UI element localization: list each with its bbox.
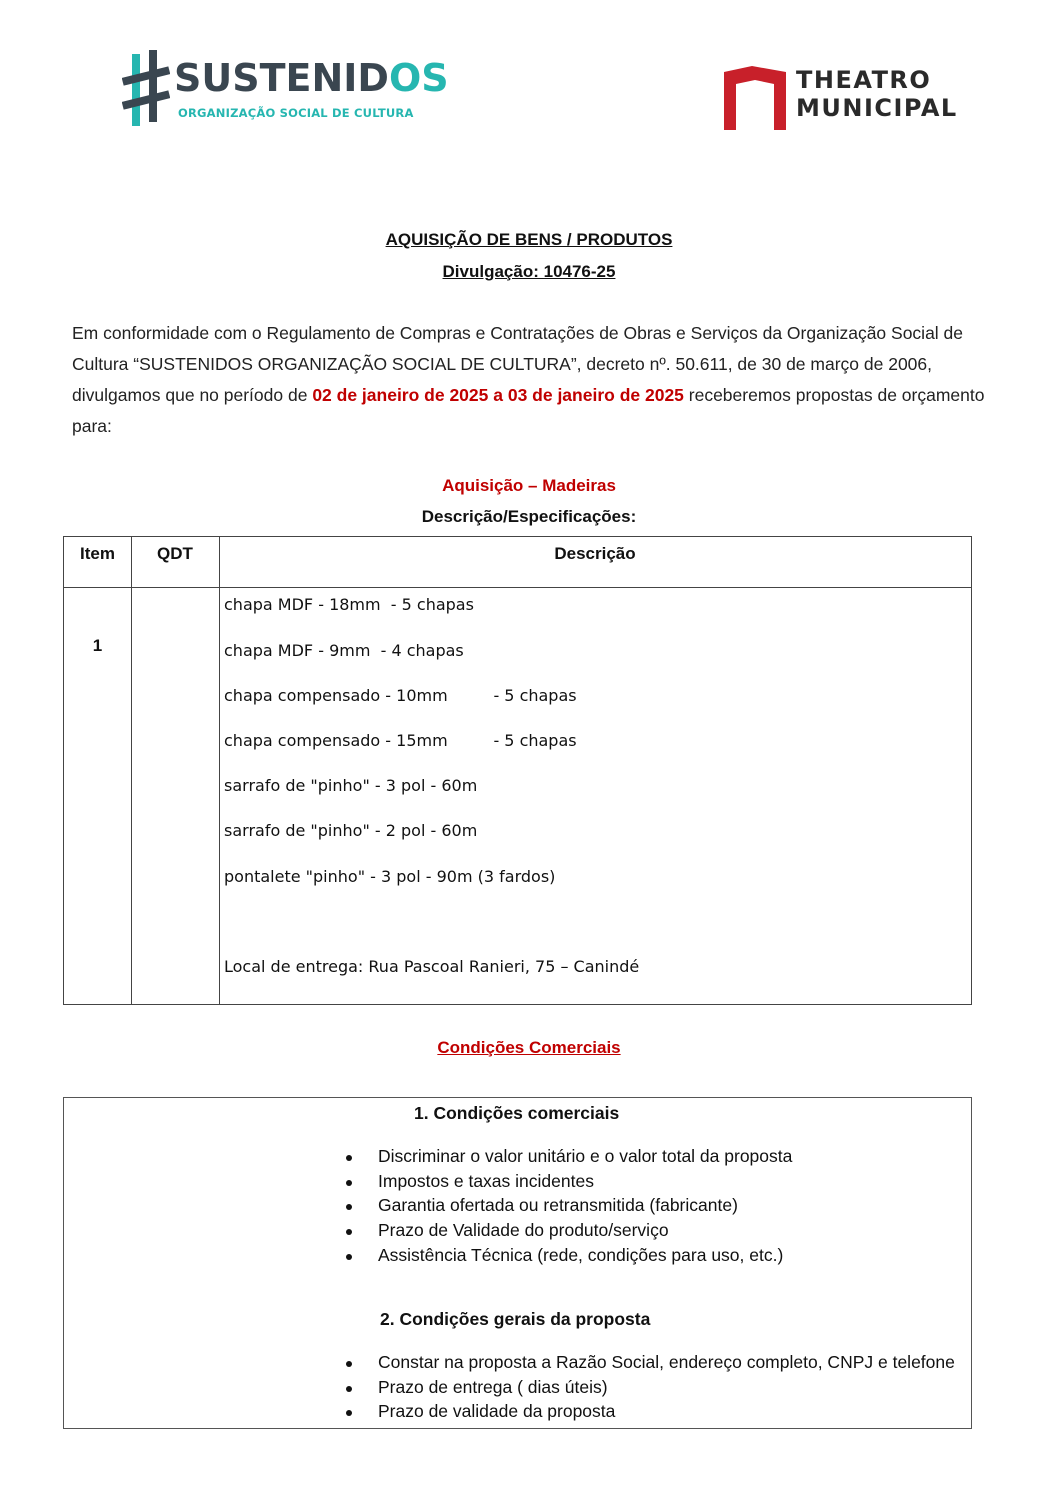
- description-line: sarrafo de "pinho" - 3 pol - 60m: [224, 776, 478, 795]
- bullet-icon: [346, 1361, 352, 1367]
- description-line: pontalete "pinho" - 3 pol - 90m (3 fardos): [224, 867, 556, 886]
- bullet-icon: [346, 1204, 352, 1210]
- bullet-icon: [346, 1410, 352, 1416]
- theatro-wordmark: THEATRO MUNICIPAL: [796, 66, 958, 122]
- bullet-icon: [346, 1155, 352, 1161]
- description-line: chapa compensado - 10mm - 5 chapas: [224, 686, 577, 705]
- conditions-section-1-title: 1. Condições comerciais: [414, 1103, 620, 1123]
- description-line: chapa MDF - 18mm - 5 chapas: [224, 595, 474, 614]
- description-line: chapa MDF - 9mm - 4 chapas: [224, 641, 464, 660]
- theatro-municipal-logo: [724, 62, 964, 134]
- intro-paragraph: Em conformidade com o Regulamento de Compras e Contratações de Obras e Serviços da Organização Social de Cultura “SUSTENIDOS ORGANIZAÇÃO SOCIAL DE CULTURA”, decreto nº. 50.611, de 30 de março de 2006, divulgamos que no período de 02 de janeiro de 2025 a 03 de janeiro de 2025 receberemos propostas de orçamento para:: [72, 323, 985, 436]
- description-line: sarrafo de "pinho" - 2 pol - 60m: [224, 821, 478, 840]
- disclosure-number: Divulgação: 10476-25: [442, 262, 616, 281]
- period-highlight: 02 de janeiro de 2025 a 03 de janeiro de 2025: [312, 385, 684, 405]
- hashtag-icon: [122, 50, 170, 128]
- bullet-icon: [346, 1229, 352, 1235]
- bullet-icon: [346, 1180, 352, 1186]
- conditions-heading: Condições Comerciais: [437, 1038, 621, 1057]
- theatro-arch-icon: [724, 66, 786, 130]
- product-table: [63, 536, 972, 1005]
- header-qdt: QDT: [157, 544, 193, 563]
- sustenidos-subtitle: ORGANIZAÇÃO SOCIAL DE CULTURA: [178, 106, 414, 120]
- bullet-icon: [346, 1254, 352, 1260]
- sustenidos-wordmark: SUSTENIDOS: [174, 56, 449, 100]
- document-title: AQUISIÇÃO DE BENS / PRODUTOS: [385, 230, 673, 249]
- header-item: Item: [80, 544, 115, 563]
- description-line: chapa compensado - 15mm - 5 chapas: [224, 731, 577, 750]
- conditions-section-2-title: 2. Condições gerais da proposta: [380, 1309, 651, 1329]
- spec-title: Descrição/Especificações:: [421, 507, 637, 526]
- sustenidos-logo: [122, 50, 449, 130]
- item-number: 1: [92, 636, 103, 655]
- section-title: Aquisição – Madeiras: [442, 476, 616, 495]
- delivery-location: Local de entrega: Rua Pascoal Ranieri, 75 – Canindé: [224, 957, 640, 976]
- bullet-icon: [346, 1386, 352, 1392]
- header-description: Descrição: [554, 544, 636, 563]
